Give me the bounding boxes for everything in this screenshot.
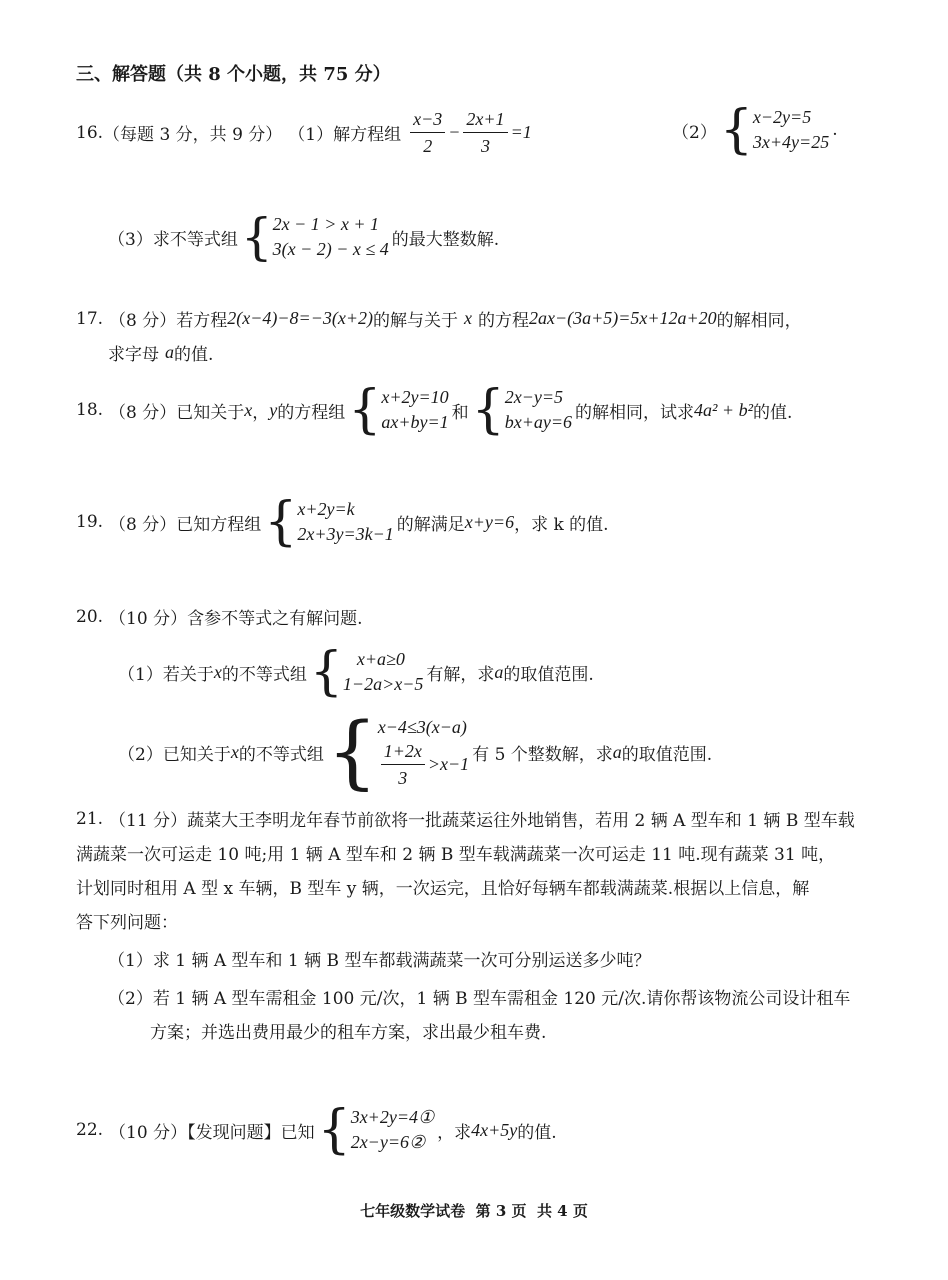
variable: x <box>213 661 222 682</box>
equation: 2(x−4)−8=−3(x+2) <box>227 308 373 328</box>
question-number: 18. <box>76 400 104 420</box>
question-text: （8 分）已知方程组 <box>109 514 262 535</box>
question-score: （每题 3 分，共 9 分） <box>103 125 283 145</box>
question-text: 和 <box>451 402 469 423</box>
question-16-line-1 <box>76 108 532 157</box>
left-brace: { <box>240 208 273 266</box>
system-inequality-1: 2x − 1 > x + 1 <box>272 214 380 234</box>
question-text: 的值. <box>752 402 793 423</box>
question-text: 求字母 <box>108 345 159 365</box>
part-3-tail: 的最大整数解. <box>391 229 500 250</box>
question-16-part-2 <box>672 100 838 160</box>
question-text: 的取值范围. <box>621 744 713 765</box>
question-17-line-1 <box>76 306 802 331</box>
inequality-system <box>326 705 470 798</box>
question-20-part-2 <box>118 705 713 798</box>
fraction-numerator: x−3 <box>410 108 445 133</box>
variable: x <box>463 308 472 328</box>
equation: 2ax−(3a+5)=5x+12a+20 <box>528 308 717 328</box>
left-brace: { <box>317 1100 351 1160</box>
left-brace: { <box>264 492 298 552</box>
system-inequality-2 <box>378 740 469 789</box>
fraction-denominator: 2 <box>423 136 433 156</box>
fraction-denominator: 3 <box>480 136 490 156</box>
period: . <box>832 120 838 140</box>
question-text: 的方程 <box>477 311 529 331</box>
fraction-denominator: 3 <box>398 768 408 788</box>
part-1-label: （1）解方程组 <box>288 125 402 145</box>
expression: 4x+5y <box>471 1119 518 1140</box>
fraction-numerator: 1+2x <box>381 740 425 765</box>
left-brace: { <box>309 642 343 702</box>
system-equation-1: 2x−y=5 <box>504 387 564 407</box>
question-number: 21. <box>76 808 104 829</box>
system-equation-2: bx+ay=6 <box>504 412 573 432</box>
fraction <box>381 740 425 789</box>
part-2-label: （2） <box>672 122 717 143</box>
equation-system <box>264 492 394 552</box>
question-text: 的解满足 <box>396 514 465 535</box>
question-21-part-2-line-1: （2）若 1 辆 A 型车需租金 100 元/次，1 辆 B 型车需租金 120 元/次.请你帮该物流公司设计租车 <box>108 989 851 1009</box>
question-text: 有 5 个整数解，求 <box>472 744 613 765</box>
fraction-numerator: 2x+1 <box>463 108 507 133</box>
system-inequality-1: x−4≤3(x−a) <box>377 717 467 737</box>
question-20-title <box>76 604 363 629</box>
part-label: （2）已知关于 <box>118 744 231 765</box>
question-number: 16. <box>76 122 104 143</box>
system-equation-1: x+2y=k <box>297 499 355 519</box>
equation-system <box>317 1100 435 1160</box>
left-brace: { <box>471 380 505 440</box>
question-17-line-2 <box>108 340 213 365</box>
expression: 4a² + b² <box>694 399 753 420</box>
system-equation-2: ax+by=1 <box>381 412 449 432</box>
equation-system <box>471 380 573 440</box>
question-21-part-1: （1）求 1 辆 A 型车和 1 辆 B 型车都载满蔬菜一次可分别运送多少吨？ <box>108 951 651 971</box>
question-21-line-1 <box>76 806 855 831</box>
variable: y <box>269 399 278 420</box>
question-21-line-2: 满蔬菜一次可运走 10 吨;用 1 辆 A 型车和 2 辆 B 型车载满蔬菜一次可运走 11 吨.现有蔬菜 31 吨， <box>76 845 836 865</box>
question-18 <box>76 380 793 440</box>
system-equation-2: 3x+4y=25 <box>752 132 830 152</box>
question-text: 的解相同，试求 <box>575 402 695 423</box>
left-brace: { <box>348 380 382 440</box>
question-text: （10 分）【发现问题】已知 <box>109 1122 315 1143</box>
fraction <box>463 108 507 157</box>
variable: a <box>165 342 174 362</box>
inequality-system <box>309 642 424 702</box>
inequality-rhs: >x−1 <box>427 754 470 774</box>
question-text: 的取值范围. <box>503 664 594 685</box>
question-21-line-3: 计划同时租用 A 型 x 车辆，B 型车 y 辆，一次运完，且恰好每辆车都载满蔬菜.根据以上信息，解 <box>76 879 810 899</box>
question-text: 的解相同， <box>716 311 802 331</box>
question-number: 17. <box>76 308 104 329</box>
fraction <box>410 108 445 157</box>
condition: x+y=6 <box>464 511 515 532</box>
part-label: （1）若关于 <box>118 664 214 685</box>
question-22 <box>76 1100 557 1160</box>
question-text: （8 分）若方程 <box>109 311 228 331</box>
question-19 <box>76 492 609 552</box>
variable: x <box>244 399 253 420</box>
question-number: 19. <box>76 512 104 532</box>
system-equation-2: 2x−y=6② <box>350 1132 426 1152</box>
system-equation-1: x+2y=10 <box>381 387 449 407</box>
variable: a <box>612 741 622 762</box>
question-text: 的值. <box>517 1122 557 1143</box>
question-20-part-1 <box>118 642 594 702</box>
question-text: 有解，求 <box>426 664 495 685</box>
question-text: 的方程组 <box>277 402 346 423</box>
system-inequality-2: 1−2a>x−5 <box>342 674 424 694</box>
minus-sign: − <box>448 122 461 142</box>
section-title: 三、解答题（共 8 个小题，共 75 分） <box>76 64 391 85</box>
variable: x <box>230 741 239 762</box>
question-text: 的不等式组 <box>221 664 307 685</box>
question-number: 22. <box>76 1120 104 1140</box>
part-3-label: （3）求不等式组 <box>108 229 238 250</box>
equation-system <box>348 380 449 440</box>
page-footer: 七年级数学试卷 第 3 页 共 4 页 <box>360 1202 588 1220</box>
question-text: ，求 <box>437 1122 472 1143</box>
equation-system <box>719 100 830 160</box>
left-brace: { <box>326 705 378 798</box>
comma: ， <box>252 402 270 423</box>
question-text: （8 分）已知关于 <box>109 402 245 423</box>
question-text: （11 分）蔬菜大王李明龙年春节前欲将一批蔬菜运往外地销售，若用 2 辆 A 型车和 1 辆 B 型车载 <box>109 811 855 831</box>
question-text: ，求 k 的值. <box>514 514 609 535</box>
system-equation-1: 3x+2y=4① <box>350 1107 435 1127</box>
inequality-system <box>240 208 389 266</box>
question-text: （10 分）含参不等式之有解问题. <box>109 609 363 629</box>
system-equation-2: 2x+3y=3k−1 <box>297 524 394 544</box>
system-inequality-1: x+a≥0 <box>356 649 405 669</box>
system-inequality-2: 3(x − 2) − x ≤ 4 <box>272 239 389 259</box>
question-21-part-2-line-2: 方案；并选出费用最少的租车方案，求出最少租车费. <box>150 1023 547 1043</box>
question-21-line-4: 答下列问题： <box>76 913 178 933</box>
question-text: 的值. <box>174 345 214 365</box>
question-text: 的不等式组 <box>238 744 324 765</box>
variable: a <box>494 661 504 682</box>
equation-rhs: =1 <box>510 122 532 142</box>
question-text: 的解与关于 <box>372 311 458 331</box>
left-brace: { <box>719 100 753 160</box>
question-number: 20. <box>76 606 104 627</box>
question-16-part-3 <box>108 208 500 266</box>
system-equation-1: x−2y=5 <box>752 107 812 127</box>
